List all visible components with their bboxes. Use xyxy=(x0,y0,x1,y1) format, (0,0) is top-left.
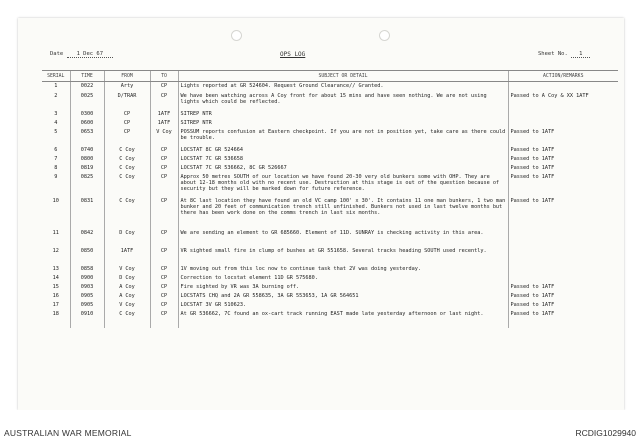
action-cell: Passed to 1ATF xyxy=(508,173,618,197)
action-cell xyxy=(508,110,618,119)
action-cell xyxy=(508,247,618,265)
table-row xyxy=(42,292,618,301)
time-cell: 0653 xyxy=(70,128,104,146)
action-cell: Passed to 1ATF xyxy=(508,146,618,155)
to-cell: CP xyxy=(150,82,178,92)
detail-cell: LOCSTAT 7C GR 536662, 8C GR 526667 xyxy=(178,164,508,173)
time-cell: 0740 xyxy=(70,146,104,155)
action-cell: Passed to 1ATF xyxy=(508,283,618,292)
detail-cell: LOCSTAT 7C GR 536658 xyxy=(178,155,508,164)
action-cell: Passed to A Coy & XX 1ATF xyxy=(508,92,618,110)
from-cell: C Coy xyxy=(104,155,150,164)
detail-cell: We have been watching across A Coy front for about 15 mins and have seen nothing. We are not using lights which could be reflected. xyxy=(178,92,508,110)
to-cell: V Coy xyxy=(150,128,178,146)
to-cell: CP xyxy=(150,146,178,155)
time-cell: 0025 xyxy=(70,92,104,110)
serial-cell: 5 xyxy=(54,128,58,135)
detail-cell: Lights reported at GR 524604. Request Ground Clearance// Granted. xyxy=(178,82,508,92)
to-cell: 1ATF xyxy=(150,110,178,119)
log-title: OPS LOG xyxy=(280,51,306,58)
to-cell: CP xyxy=(150,292,178,301)
sheet-number-field xyxy=(538,51,590,57)
table-row xyxy=(42,155,618,164)
table-row xyxy=(42,92,618,110)
time-cell: 0842 xyxy=(70,229,104,247)
punch-hole-left xyxy=(231,30,242,41)
detail-cell: SITREP NTR xyxy=(178,119,508,128)
serial-cell: 11 xyxy=(52,229,59,236)
serial-cell: 3 xyxy=(54,110,58,117)
date-value: 1 Dec 67 xyxy=(67,51,114,58)
time-cell: 0900 xyxy=(70,274,104,283)
serial-cell: 6 xyxy=(54,146,58,153)
detail-cell: At 8C last location they have found an old VC camp 100' x 30'. It contains 11 one man bunkers, 1 two man bunker and 20 feet of communication trench still unfinished. Bunkers not used in last twelve months but there has been work done on the comms trench in last six months. xyxy=(178,197,508,229)
action-cell: Passed to 1ATF xyxy=(508,292,618,301)
date-label: Date xyxy=(50,51,64,57)
from-cell: V Coy xyxy=(104,301,150,310)
table-row xyxy=(42,146,618,155)
action-cell: Passed to 1ATF xyxy=(508,164,618,173)
serial-cell: 1 xyxy=(54,83,58,89)
to-cell: CP xyxy=(150,265,178,274)
serial-cell: 9 xyxy=(54,173,58,180)
table-row xyxy=(42,128,618,146)
table-header-row xyxy=(42,71,618,82)
detail-cell: LOCSTATS CHQ and 2A GR 558635, 3A GR 553653, 1A GR 564651 xyxy=(178,292,508,301)
to-cell: CP xyxy=(150,229,178,247)
to-cell: CP xyxy=(150,247,178,265)
from-cell: CP xyxy=(104,128,150,146)
to-cell: CP xyxy=(150,197,178,229)
detail-cell: LOCSTAT 8C GR 524664 xyxy=(178,146,508,155)
table-row xyxy=(42,274,618,283)
table-row xyxy=(42,301,618,310)
from-cell: D/TRAR xyxy=(104,92,150,110)
time-cell: 0858 xyxy=(70,265,104,274)
col-to: TO xyxy=(150,71,178,82)
detail-cell: At GR 536662, 7C found an ox-cart track running EAST made late yesterday afternoon or last night. xyxy=(178,310,508,328)
from-cell: C Coy xyxy=(104,173,150,197)
detail-cell: Fire sighted by VR was 3A burning off. xyxy=(178,283,508,292)
serial-cell: 4 xyxy=(54,119,58,126)
action-cell xyxy=(508,274,618,283)
to-cell: CP xyxy=(150,283,178,292)
from-cell: C Coy xyxy=(104,164,150,173)
from-cell: C Coy xyxy=(104,146,150,155)
time-cell: 0850 xyxy=(70,247,104,265)
time-cell: 0825 xyxy=(70,173,104,197)
action-cell xyxy=(508,265,618,274)
to-cell: CP xyxy=(150,310,178,328)
action-cell: Passed to 1ATF xyxy=(508,310,618,328)
table-row xyxy=(42,197,618,229)
from-cell: C Coy xyxy=(104,197,150,229)
log-sheet xyxy=(18,18,624,410)
detail-cell: POSSUM reports confusion at Eastern checkpoint. If you are not in position yet, take care as there could be trouble. xyxy=(178,128,508,146)
action-cell xyxy=(508,119,618,128)
time-cell: 0910 xyxy=(70,310,104,328)
serial-cell: 17 xyxy=(52,301,59,308)
to-cell: CP xyxy=(150,173,178,197)
serial-cell: 10 xyxy=(52,197,59,204)
time-cell: 0819 xyxy=(70,164,104,173)
to-cell: CP xyxy=(150,92,178,110)
from-cell: C Coy xyxy=(104,310,150,328)
serial-cell: 8 xyxy=(54,164,58,171)
time-cell: 0831 xyxy=(70,197,104,229)
time-cell: 0800 xyxy=(70,155,104,164)
from-cell: D Coy xyxy=(104,229,150,247)
sheet-label: Sheet No. xyxy=(538,51,568,57)
archive-name: AUSTRALIAN WAR MEMORIAL xyxy=(4,428,132,438)
col-from: FROM xyxy=(104,71,150,82)
from-cell: D Coy xyxy=(104,274,150,283)
time-cell: 0905 xyxy=(70,292,104,301)
serial-cell: 2 xyxy=(54,92,58,99)
serial-cell: 16 xyxy=(52,292,59,299)
table-row xyxy=(42,173,618,197)
ops-log-table xyxy=(42,70,618,328)
detail-cell: Correction to locstat element 11D GR 575680. xyxy=(178,274,508,283)
serial-cell: 13 xyxy=(52,265,59,272)
detail-cell: VR sighted small fire in clump of bushes at GR 551658. Several tracks heading SOUTH used recently. xyxy=(178,247,508,265)
table-row xyxy=(42,164,618,173)
table-row xyxy=(42,229,618,247)
date-field xyxy=(50,51,113,57)
to-cell: CP xyxy=(150,301,178,310)
detail-cell: 1V moving out from this loc now to continue task that 2V was doing yesterday. xyxy=(178,265,508,274)
col-time: TIME xyxy=(70,71,104,82)
detail-cell: LOCSTAT 3V GR 510623. xyxy=(178,301,508,310)
col-serial: SERIAL xyxy=(42,71,70,82)
to-cell: 1ATF xyxy=(150,119,178,128)
detail-cell: SITREP NTR xyxy=(178,110,508,119)
to-cell: CP xyxy=(150,155,178,164)
detail-cell: Approx 50 metres SOUTH of our location we have found 20-30 very old bunkers some with OHP. They are about 12-18 months old with no recent use. Destruction at this stage is out of the question because of security but they will be marked down for future reference. xyxy=(178,173,508,197)
time-cell: 0903 xyxy=(70,283,104,292)
table-row xyxy=(42,119,618,128)
action-cell: Passed to 1ATF xyxy=(508,197,618,229)
from-cell: A Coy xyxy=(104,292,150,301)
from-cell: CP xyxy=(104,110,150,119)
time-cell: 0022 xyxy=(70,82,104,92)
serial-cell: 14 xyxy=(52,274,59,281)
punch-hole-right xyxy=(379,30,390,41)
action-cell xyxy=(508,229,618,247)
table-row xyxy=(42,265,618,274)
table-row xyxy=(42,283,618,292)
col-action: ACTION/REMARKS xyxy=(508,71,618,82)
table-row xyxy=(42,110,618,119)
from-cell: 1ATF xyxy=(104,247,150,265)
col-detail: SUBJECT OR DETAIL xyxy=(178,71,508,82)
time-cell: 0600 xyxy=(70,119,104,128)
sheet-value: 1 xyxy=(571,51,590,58)
time-cell: 0300 xyxy=(70,110,104,119)
action-cell xyxy=(508,82,618,92)
from-cell: CP xyxy=(104,119,150,128)
to-cell: CP xyxy=(150,164,178,173)
table-row xyxy=(42,310,618,328)
archive-footer xyxy=(0,410,640,439)
action-cell: Passed to 1ATF xyxy=(508,301,618,310)
to-cell: CP xyxy=(150,274,178,283)
action-cell: Passed to 1ATF xyxy=(508,128,618,146)
action-cell: Passed to 1ATF xyxy=(508,155,618,164)
serial-cell: 7 xyxy=(54,155,58,162)
record-id: RCDIG1029940 xyxy=(575,428,636,438)
table-row xyxy=(42,247,618,265)
serial-cell: 12 xyxy=(52,247,59,254)
time-cell: 0905 xyxy=(70,301,104,310)
from-cell: Arty xyxy=(104,82,150,92)
table-row xyxy=(42,82,618,92)
from-cell: A Coy xyxy=(104,283,150,292)
detail-cell: We are sending an element to GR 685660. Element of 11D. SUNRAY is checking activity in this area. xyxy=(178,229,508,247)
serial-cell: 15 xyxy=(52,283,59,290)
serial-cell: 18 xyxy=(52,310,59,317)
from-cell: V Coy xyxy=(104,265,150,274)
